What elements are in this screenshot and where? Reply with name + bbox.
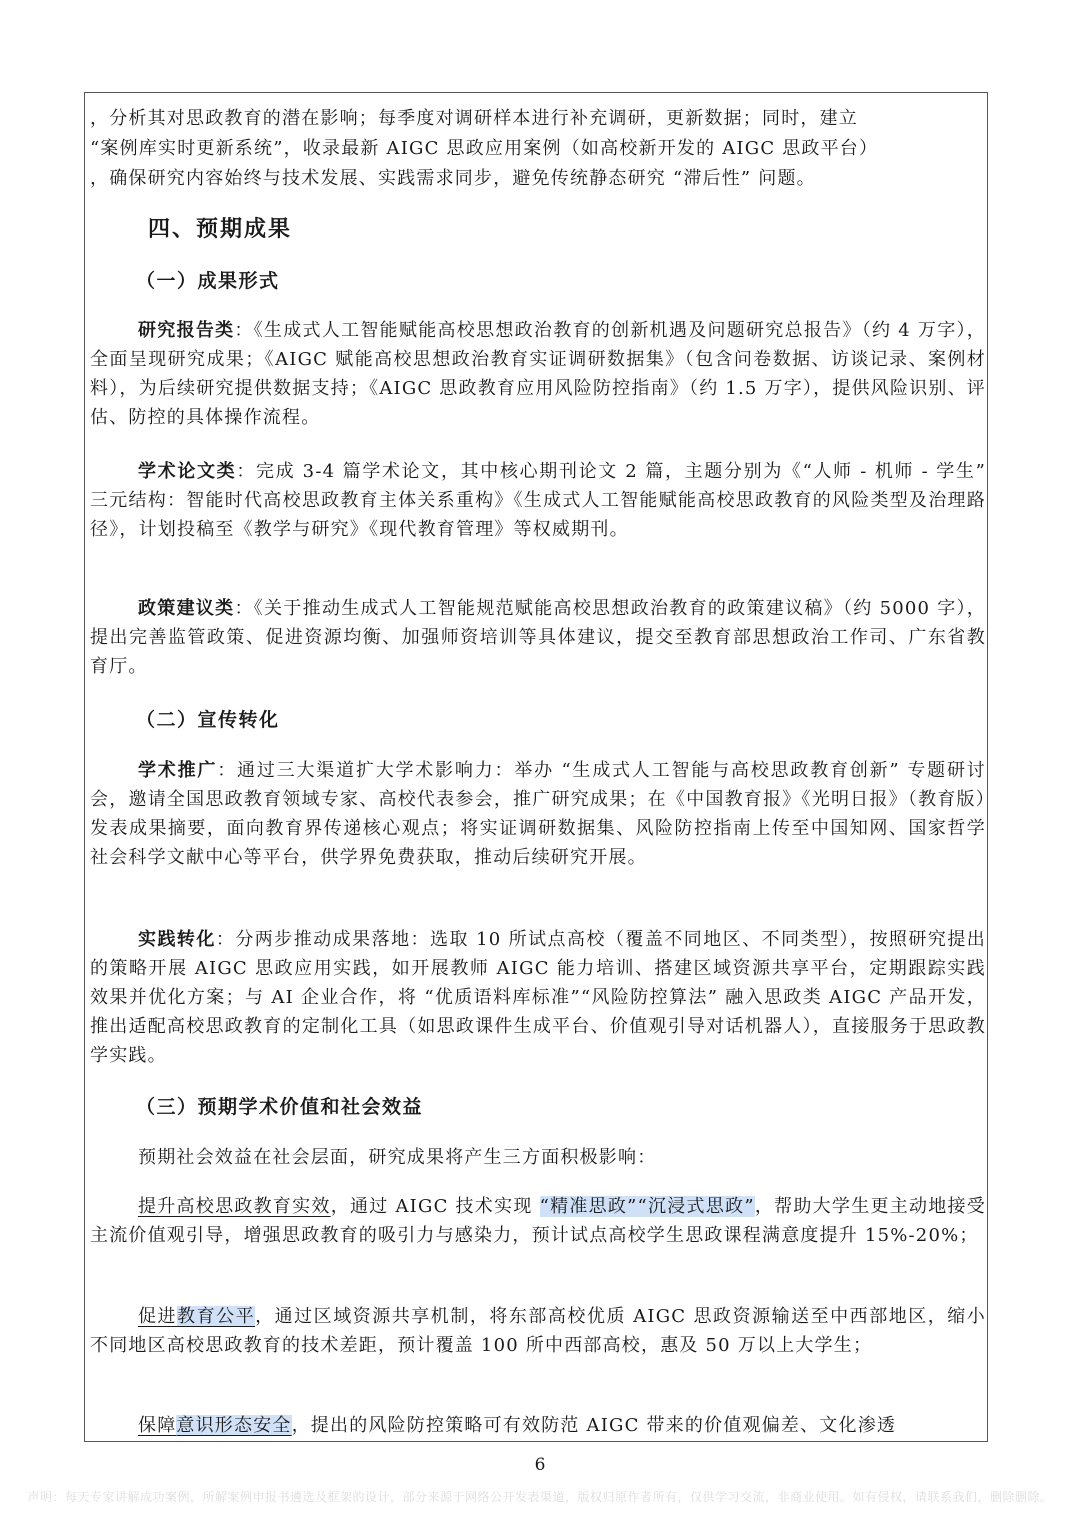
academic-paragraph [90, 756, 986, 872]
item2-lead-b: 教育公平 [177, 1306, 256, 1327]
intro-line-2: “案例库实时更新系统”，收录最新 AIGC 思政应用案例（如高校新开发的 AIGC 思政平台） [90, 138, 879, 159]
practice-text: ：分两步推动成果落地：选取 10 所试点高校（覆盖不同地区、不同类型），按照研究提出的策略开展 AIGC 思政应用实践，如开展教师 AIGC 能力培训、搭建区域资源共享平台，定期跟踪实践效果并优化方案；与 AI 企业合作，将 “优质语料库标准”“风险防控算法” 融入思政类 AIGC 产品开发，推出适配高校思政教育的定制化工具（如思政课件生成平台、价值观引导对话机器人），直接服务于思政教学实践。 [90, 929, 986, 1066]
page-number: 6 [534, 1455, 546, 1475]
subsection-2-title: （二）宣传转化 [136, 709, 280, 731]
item1-post: ，帮助大学生更主动地接受主流价值观引导，增强思政教育的吸引力与感染力，预计试点高校学生思政课程满意度提升 15%-20%； [90, 1196, 986, 1246]
policy-text: ：《关于推动生成式人工智能规范赋能高校思想政治教育的政策建议稿》（约 5000 字），提出完善监管政策、促进资源均衡、加强师资培训等具体建议，提交至教育部思想政治工作司、广东省教育厅。 [90, 598, 986, 677]
benefit-intro: 预期社会效益在社会层面，研究成果将产生三方面积极影响： [138, 1147, 657, 1168]
paper-lead: 学术论文类 [138, 461, 237, 482]
practice-paragraph [90, 925, 986, 1070]
report-text: ：《生成式人工智能赋能高校思想政治教育的创新机遇及问题研究总报告》（约 4 万字），全面呈现研究成果；《AIGC 赋能高校思想政治教育实证调研数据集》（包含问卷数据、访谈记录、案例材料），为后续研究提供数据支持；《AIGC 思政教育应用风险防控指南》（约 1.5 万字），提供风险识别、评估、防控的具体操作流程。 [90, 320, 987, 428]
benefit-item-1 [90, 1192, 986, 1250]
item2-text: ，通过区域资源共享机制，将东部高校优质 AIGC 思政资源输送至中西部地区，缩小不同地区高校思政教育的技术差距，预计覆盖 100 所中西部高校，惠及 50 万以上大学生； [90, 1306, 986, 1356]
paper-text: ：完成 3-4 篇学术论文，其中核心期刊论文 2 篇，主题分别为《“人师 - 机师 - 学生” 三元结构：智能时代高校思政教育主体关系重构》《生成式人工智能赋能高校思政教育的风险类型及治理路径》，计划投稿至《教学与研究》《现代教育管理》等权威期刊。 [90, 461, 986, 540]
intro-line-3: ，确保研究内容始终与技术发展、实践需求同步，避免传统静态研究 “滞后性” 问题。 [90, 168, 816, 189]
section-title: 四、预期成果 [148, 216, 293, 242]
item3-text: ，提出的风险防控策略可有效防范 AIGC 带来的价值观偏差、文化渗透 [291, 1415, 897, 1436]
policy-paragraph [90, 594, 986, 681]
item3-lead-b: 意识形态安全 [176, 1415, 292, 1436]
subsection-1-title: （一）成果形式 [136, 270, 280, 292]
footer-disclaimer: 声明：每天专家讲解成功案例，所解案例申报书遴选及框架的设计，部分来源于网络公开发表渠道，版权归原作者所有，仅供学习交流，非商业使用。如有侵权，请联系我们，删除删除。 [27, 1490, 1053, 1504]
academic-lead: 学术推广 [138, 760, 218, 781]
item2-lead-a: 促进 [138, 1306, 178, 1327]
academic-text: ：通过三大渠道扩大学术影响力：举办 “生成式人工智能与高校思政教育创新” 专题研讨会，邀请全国思政教育领域专家、高校代表参会，推广研究成果；在《中国教育报》《光明日报》（教育版）发表成果摘要，面向教育界传递核心观点；将实证调研数据集、风险防控指南上传至中国知网、国家哲学社会科学文献中心等平台，供学界免费获取，推动后续研究开展。 [90, 760, 986, 868]
policy-lead: 政策建议类 [138, 598, 235, 619]
report-lead: 研究报告类 [138, 320, 235, 341]
item1-lead: 提升高校思政教育实效 [138, 1196, 331, 1217]
intro-line-1: ，分析其对思政教育的潜在影响；每季度对调研样本进行补充调研，更新数据；同时，建立 [90, 108, 858, 129]
benefit-item-2 [90, 1302, 986, 1360]
item1-pre: ，通过 AIGC 技术实现 [330, 1196, 540, 1217]
item1-highlight: “精准思政”“沉浸式思政” [539, 1196, 755, 1217]
benefit-item-3 [90, 1411, 986, 1440]
item3-lead-a: 保障 [138, 1415, 177, 1436]
report-paragraph [90, 316, 986, 432]
practice-lead: 实践转化 [138, 929, 216, 950]
subsection-3-title: （三）预期学术价值和社会效益 [136, 1096, 424, 1118]
paper-paragraph [90, 457, 986, 544]
